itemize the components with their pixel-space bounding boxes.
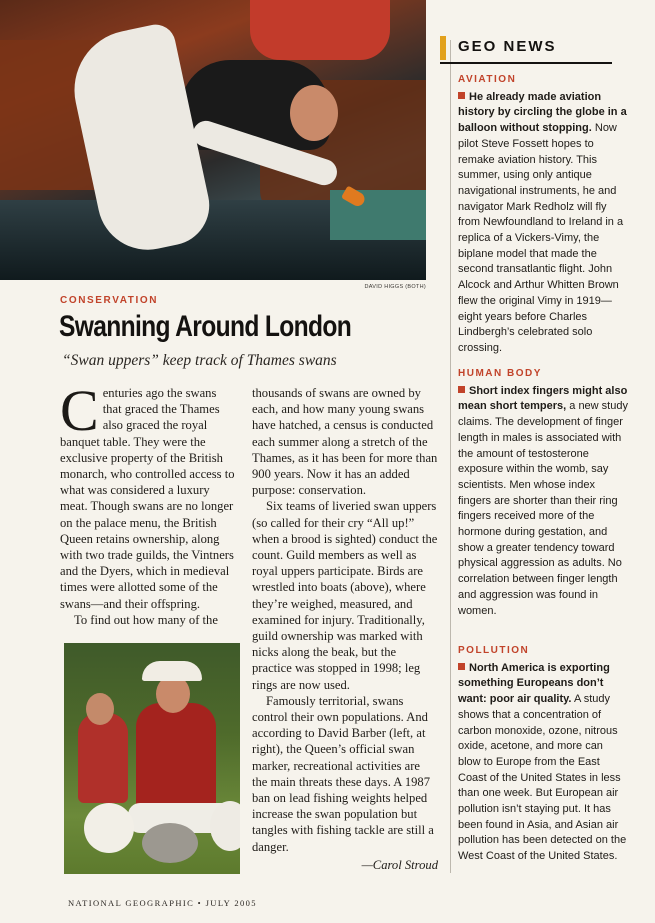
sidebar-title-rule — [440, 62, 612, 64]
article-paragraph: Famously territorial, swans control their own populations. And according to David Barber (left, at right), the Queen’s official swan marker, recreational activities are the main threats these days. A 1987 ban on lead fishing weights helped increase the swan population but tangles with fishing tackle are still a danger. — [252, 693, 434, 854]
drop-cap: C — [60, 378, 99, 443]
news-item-aviation — [458, 72, 628, 357]
article-column-2 — [252, 385, 438, 873]
article-dek: “Swan uppers” keep track of Thames swans — [62, 352, 337, 369]
news-lead: North America is exporting something Europeans don’t want: poor air quality. — [458, 661, 610, 706]
bullet-square-icon — [458, 92, 465, 99]
news-body: a new study claims. The development of finger length in males is associated with the amount of testosterone exposure within the womb, say scientists. Men whose index fingers are shorter than their ring fingers received more of the hormone during gestation, and show a greater tendency toward physical aggression as adults. No correlation between finger length and aggression was found in women. — [458, 400, 628, 617]
bullet-square-icon — [458, 386, 465, 393]
bullet-square-icon — [458, 663, 465, 670]
article-paragraph: Six teams of liveried swan uppers (so called for their cry “All up!” when a brood is sighted) conduct the count. Guild members as well as royal uppers participate. Birds are wrestled into boats (above), where they’re weighed, measured, and examined for injury. Traditionally, guild ownership was marked with nicks along the beak, but the practice was stopped in 1998; leg rings are now used. — [252, 499, 438, 692]
article-kicker: CONSERVATION — [60, 295, 159, 306]
article-paragraph: Centuries ago the swans that graced the Thames also graced the royal banquet table. They were the exclusive property of the British monarch, who controlled access to what was considered a luxury meat. Though swans are no longer on the palace menu, the British Queen retains ownership, along with two trade guilds, the Vintners and the Dyers, which in medieval times were allotted some of the swans—and their offspring. — [60, 378, 235, 611]
photo-credit: DAVID HIGGS (BOTH) — [364, 284, 426, 290]
swan-wrestling-photo — [0, 0, 426, 280]
sidebar-divider — [450, 40, 451, 873]
news-kicker: POLLUTION — [458, 645, 530, 656]
news-body: A study shows that a concentration of carbon monoxide, ozone, nitrous oxide, acetone, and more can blow to Europe from the East Coast of the United States in less than one week. But European air pollution isn’t staying put. It has been found in Asia, and Asian air pollution has been detected on the West Coast of the United States. — [458, 693, 627, 863]
news-item-pollution — [458, 643, 628, 865]
author-signoff: —Carol Stroud — [361, 857, 438, 872]
article-column-1 — [60, 378, 238, 628]
news-body: Now pilot Steve Fossett hopes to remake aviation history. This summer, using only antique navigational instruments, he and navigator Mark Redholz will fly from Newfoundland to Ireland in a replica of a Vickers-Vimy, the biplane model that made the second transatlantic flight. John Alcock and Arthur Whitten Brown flew the original Vimy in 1919—eight years before Charles Lindbergh’s celebrated solo crossing. — [458, 122, 624, 354]
news-lead: Short index fingers might also mean short tempers, — [458, 384, 628, 413]
news-lead: He already made aviation history by circling the globe in a balloon without stopping. — [458, 90, 627, 135]
swan-markers-photo — [64, 643, 240, 874]
article-paragraph: thousands of swans are owned by each, and how many young swans have hatched, a census is conducted each summer along a stretch of the Thames, as it has been for more than 900 years. Now it has an added purpose: conservation. — [252, 386, 438, 498]
article-headline: Swanning Around London — [59, 310, 352, 343]
news-item-human-body — [458, 366, 628, 619]
page-footer: NATIONAL GEOGRAPHIC • JULY 2005 — [68, 898, 257, 908]
news-kicker: HUMAN BODY — [458, 368, 542, 379]
article-paragraph: To find out how many of the — [74, 612, 218, 627]
section-marker — [440, 36, 446, 60]
sidebar-title: GEO NEWS — [458, 38, 557, 55]
news-kicker: AVIATION — [458, 74, 517, 85]
